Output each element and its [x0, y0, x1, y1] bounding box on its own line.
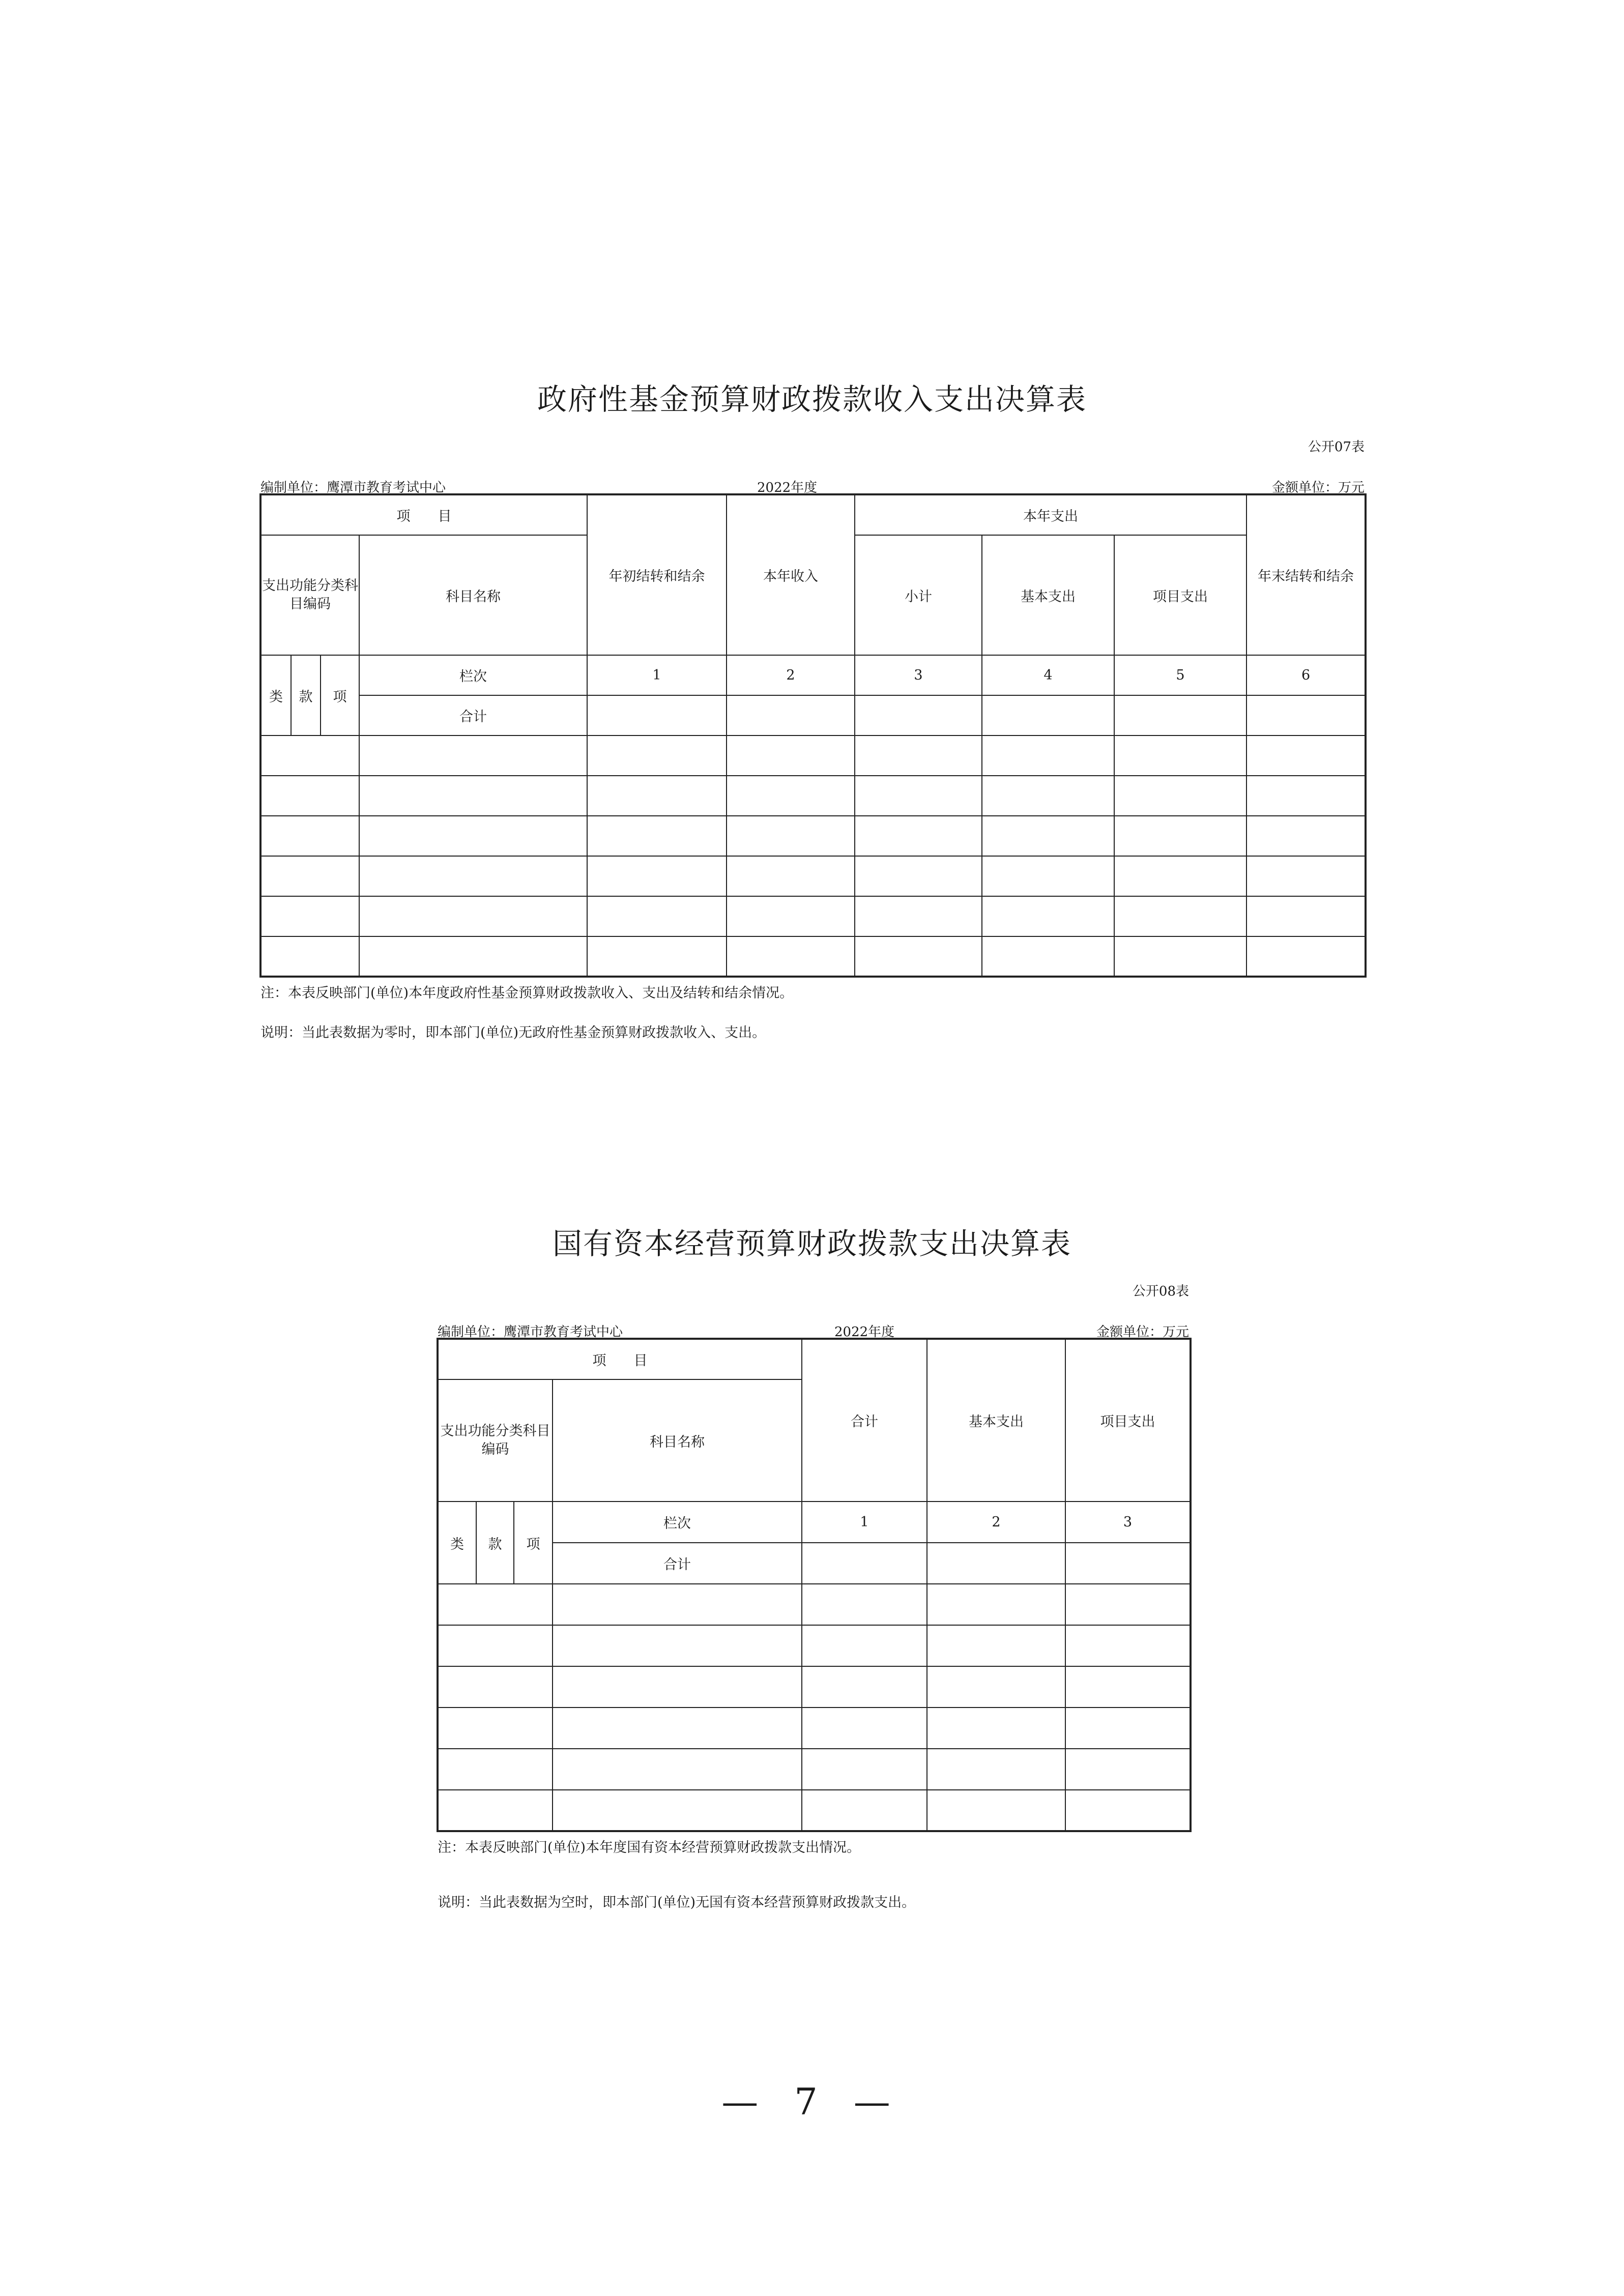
- table08-header-basic: 基本支出: [927, 1339, 1065, 1502]
- table07-header-item: 项目支出: [1114, 535, 1246, 655]
- table-row: [260, 856, 1366, 896]
- table08-col-number: 1: [802, 1502, 927, 1543]
- table-row: [438, 1790, 1191, 1831]
- table-row: [438, 1666, 1191, 1708]
- table-row: [438, 1749, 1191, 1790]
- table08-note: 注：本表反映部门(单位)本年度国有资本经营预算财政拨款支出情况。: [438, 1840, 861, 1856]
- table-row: [260, 776, 1366, 816]
- table-row: [438, 1625, 1191, 1666]
- table07-col-number: 5: [1114, 655, 1246, 695]
- table08-header-project: 项 目: [438, 1339, 802, 1379]
- table07-header-basic: 基本支出: [982, 535, 1114, 655]
- table08-header-kuan: 款: [476, 1502, 514, 1584]
- table08-lanci: 栏次: [553, 1502, 802, 1543]
- table07-cell: [982, 695, 1114, 735]
- table07-col-number: 3: [855, 655, 982, 695]
- table07-cell: [727, 695, 855, 735]
- table07-col-number: 6: [1246, 655, 1366, 695]
- table07-col-number: 4: [982, 655, 1114, 695]
- table08-explanation: 说明：当此表数据为空时，即本部门(单位)无国有资本经营预算财政拨款支出。: [438, 1895, 916, 1910]
- page-number: — 7 —: [721, 2080, 903, 2123]
- table07: [259, 493, 1367, 978]
- table07-header-income: 本年收入: [727, 494, 855, 655]
- table08-title: 国有资本经营预算财政拨款支出决算表: [552, 1226, 1071, 1261]
- table07-header-expense: 本年支出: [855, 494, 1246, 535]
- table08-header-subject-name: 科目名称: [553, 1379, 802, 1502]
- table07-total-label: 合计: [359, 695, 587, 735]
- table08-header-item: 项目支出: [1065, 1339, 1191, 1502]
- table08-header-total: 合计: [802, 1339, 927, 1502]
- table08-cell: [1065, 1543, 1191, 1584]
- table07-lanci: 栏次: [359, 655, 587, 695]
- table08-header-lei: 类: [438, 1502, 476, 1584]
- table08-col-number: 3: [1065, 1502, 1191, 1543]
- table07-title: 政府性基金预算财政拨款收入支出决算表: [537, 382, 1087, 417]
- table07-header-lei: 类: [260, 655, 291, 735]
- table08-cell: [927, 1543, 1065, 1584]
- table08-amount-unit: 金额单位：万元: [1096, 1324, 1189, 1340]
- table-row: [260, 816, 1366, 856]
- table08-header-code: 支出功能分类科目编码: [438, 1379, 553, 1502]
- table07-cell: [587, 695, 727, 735]
- table07-header-code: 支出功能分类科目编码: [260, 535, 359, 655]
- table07-explanation: 说明：当此表数据为零时，即本部门(单位)无政府性基金预算财政拨款收入、支出。: [260, 1025, 766, 1041]
- table07-note: 注：本表反映部门(单位)本年度政府性基金预算财政拨款收入、支出及结转和结余情况。: [260, 985, 794, 1001]
- table-row: [260, 735, 1366, 776]
- table08-total-label: 合计: [553, 1543, 802, 1584]
- table07-header-xiang: 项: [321, 655, 359, 735]
- table08-col-number: 2: [927, 1502, 1065, 1543]
- table07-col-number: 2: [727, 655, 855, 695]
- table07-header-begin-balance: 年初结转和结余: [587, 494, 727, 655]
- table-row: [438, 1708, 1191, 1749]
- table07-header-subtotal: 小计: [855, 535, 982, 655]
- table07-header-kuan: 款: [291, 655, 321, 735]
- table07-cell: [1114, 695, 1246, 735]
- table-row: [438, 1584, 1191, 1625]
- table07-year: 2022年度: [757, 480, 818, 495]
- table07-cell: [855, 695, 982, 735]
- table07-header-end-balance: 年末结转和结余: [1246, 494, 1366, 655]
- table07-form-number: 公开07表: [1308, 439, 1365, 455]
- table07-amount-unit: 金额单位：万元: [1271, 480, 1365, 495]
- table07-header-project: 项 目: [260, 494, 587, 535]
- table08: [437, 1338, 1192, 1832]
- table08-compiling-unit: 编制单位：鹰潭市教育考试中心: [438, 1324, 623, 1340]
- table08-header-xiang: 项: [514, 1502, 553, 1584]
- table-row: [260, 896, 1366, 936]
- table08-cell: [802, 1543, 927, 1584]
- table07-cell: [1246, 695, 1366, 735]
- table08-form-number: 公开08表: [1132, 1284, 1189, 1299]
- table08-year: 2022年度: [834, 1324, 895, 1340]
- table-row: [260, 936, 1366, 977]
- table07-compiling-unit: 编制单位：鹰潭市教育考试中心: [260, 480, 446, 495]
- table07-header-subject-name: 科目名称: [359, 535, 587, 655]
- table07-col-number: 1: [587, 655, 727, 695]
